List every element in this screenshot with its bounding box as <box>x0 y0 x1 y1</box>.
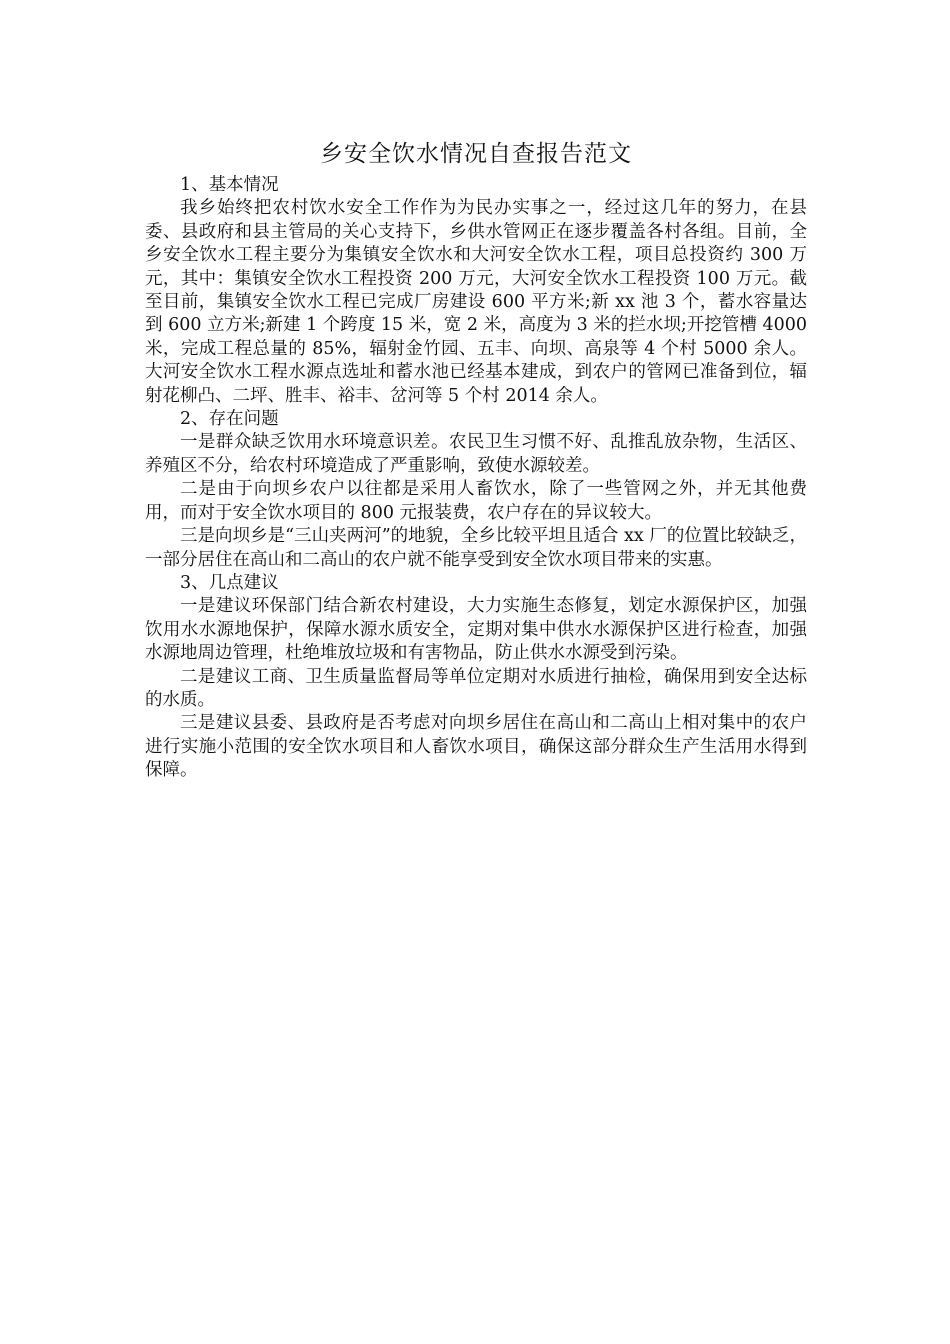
paragraph: 三是建议县委、县政府是否考虑对向坝乡居住在高山和二高山上相对集中的农户进行实施小范围的安全饮水项目和人畜饮水项目，确保这部分群众生产生活用水得到保障。 <box>145 713 807 781</box>
paragraph: 二是由于向坝乡农户以往都是采用人畜饮水，除了一些管网之外，并无其他费用，而对于安全饮水项目的 800 元报装费，农户存在的异议较大。 <box>145 479 807 523</box>
section-heading: 1、基本情况 <box>180 175 279 195</box>
section-existing-problems <box>145 408 807 572</box>
paragraph: 二是建议工商、卫生质量监督局等单位定期对水质进行抽检，确保用到安全达标的水质。 <box>145 666 807 710</box>
paragraph: 三是向坝乡是“三山夹两河”的地貌，全乡比较平坦且适合 xx 厂的位置比较缺乏，一部分居住在高山和二高山的农户就不能享受到安全饮水项目带来的实惠。 <box>145 526 807 570</box>
section-suggestions <box>145 572 807 783</box>
document-body <box>145 138 807 783</box>
section-basic-situation <box>145 174 807 408</box>
paragraph: 一是群众缺乏饮用水环境意识差。农民卫生习惯不好、乱推乱放杂物，生活区、养殖区不分，给农村环境造成了严重影响，致使水源较差。 <box>145 432 807 476</box>
paragraph: 我乡始终把农村饮水安全工作作为为民办实事之一，经过这几年的努力，在县委、县政府和县主管局的关心支持下，乡供水管网正在逐步覆盖各村各组。目前，全乡安全饮水工程主要分为集镇安全饮水和大河安全饮水工程，项目总投资约 300 万元，其中：集镇安全饮水工程投资 200 万元，大河安全饮水工程投资 100 万元。截至目前，集镇安全饮水工程已完成厂房建设 600 平方米;新 xx 池 3 个，蓄水容量达到 600 立方米;新建 1 个跨度 15 米，宽 2 米，高度为 3 米的拦水坝;开挖管槽 4000 米，完成工程总量的 85%，辐射金竹园、五丰、向坝、高泉等 4 个村 5000 余人。大河安全饮水工程水源点选址和蓄水池已经基本建成，到农户的管网已准备到位，辐射花柳凸、二坪、胜丰、裕丰、岔河等 5 个村 2014 余人。 <box>145 198 807 406</box>
section-heading: 2、存在问题 <box>180 409 279 430</box>
paragraph: 一是建议环保部门结合新农村建设，大力实施生态修复，划定水源保护区，加强饮用水水源地保护，保障水源水质安全，定期对集中供水水源保护区进行检查，加强水源地周边管理，杜绝堆放垃圾和有害物品，防止供水水源受到污染。 <box>145 596 807 664</box>
section-heading: 3、几点建议 <box>180 572 279 593</box>
document-title: 乡安全饮水情况自查报告范文 <box>320 141 632 167</box>
